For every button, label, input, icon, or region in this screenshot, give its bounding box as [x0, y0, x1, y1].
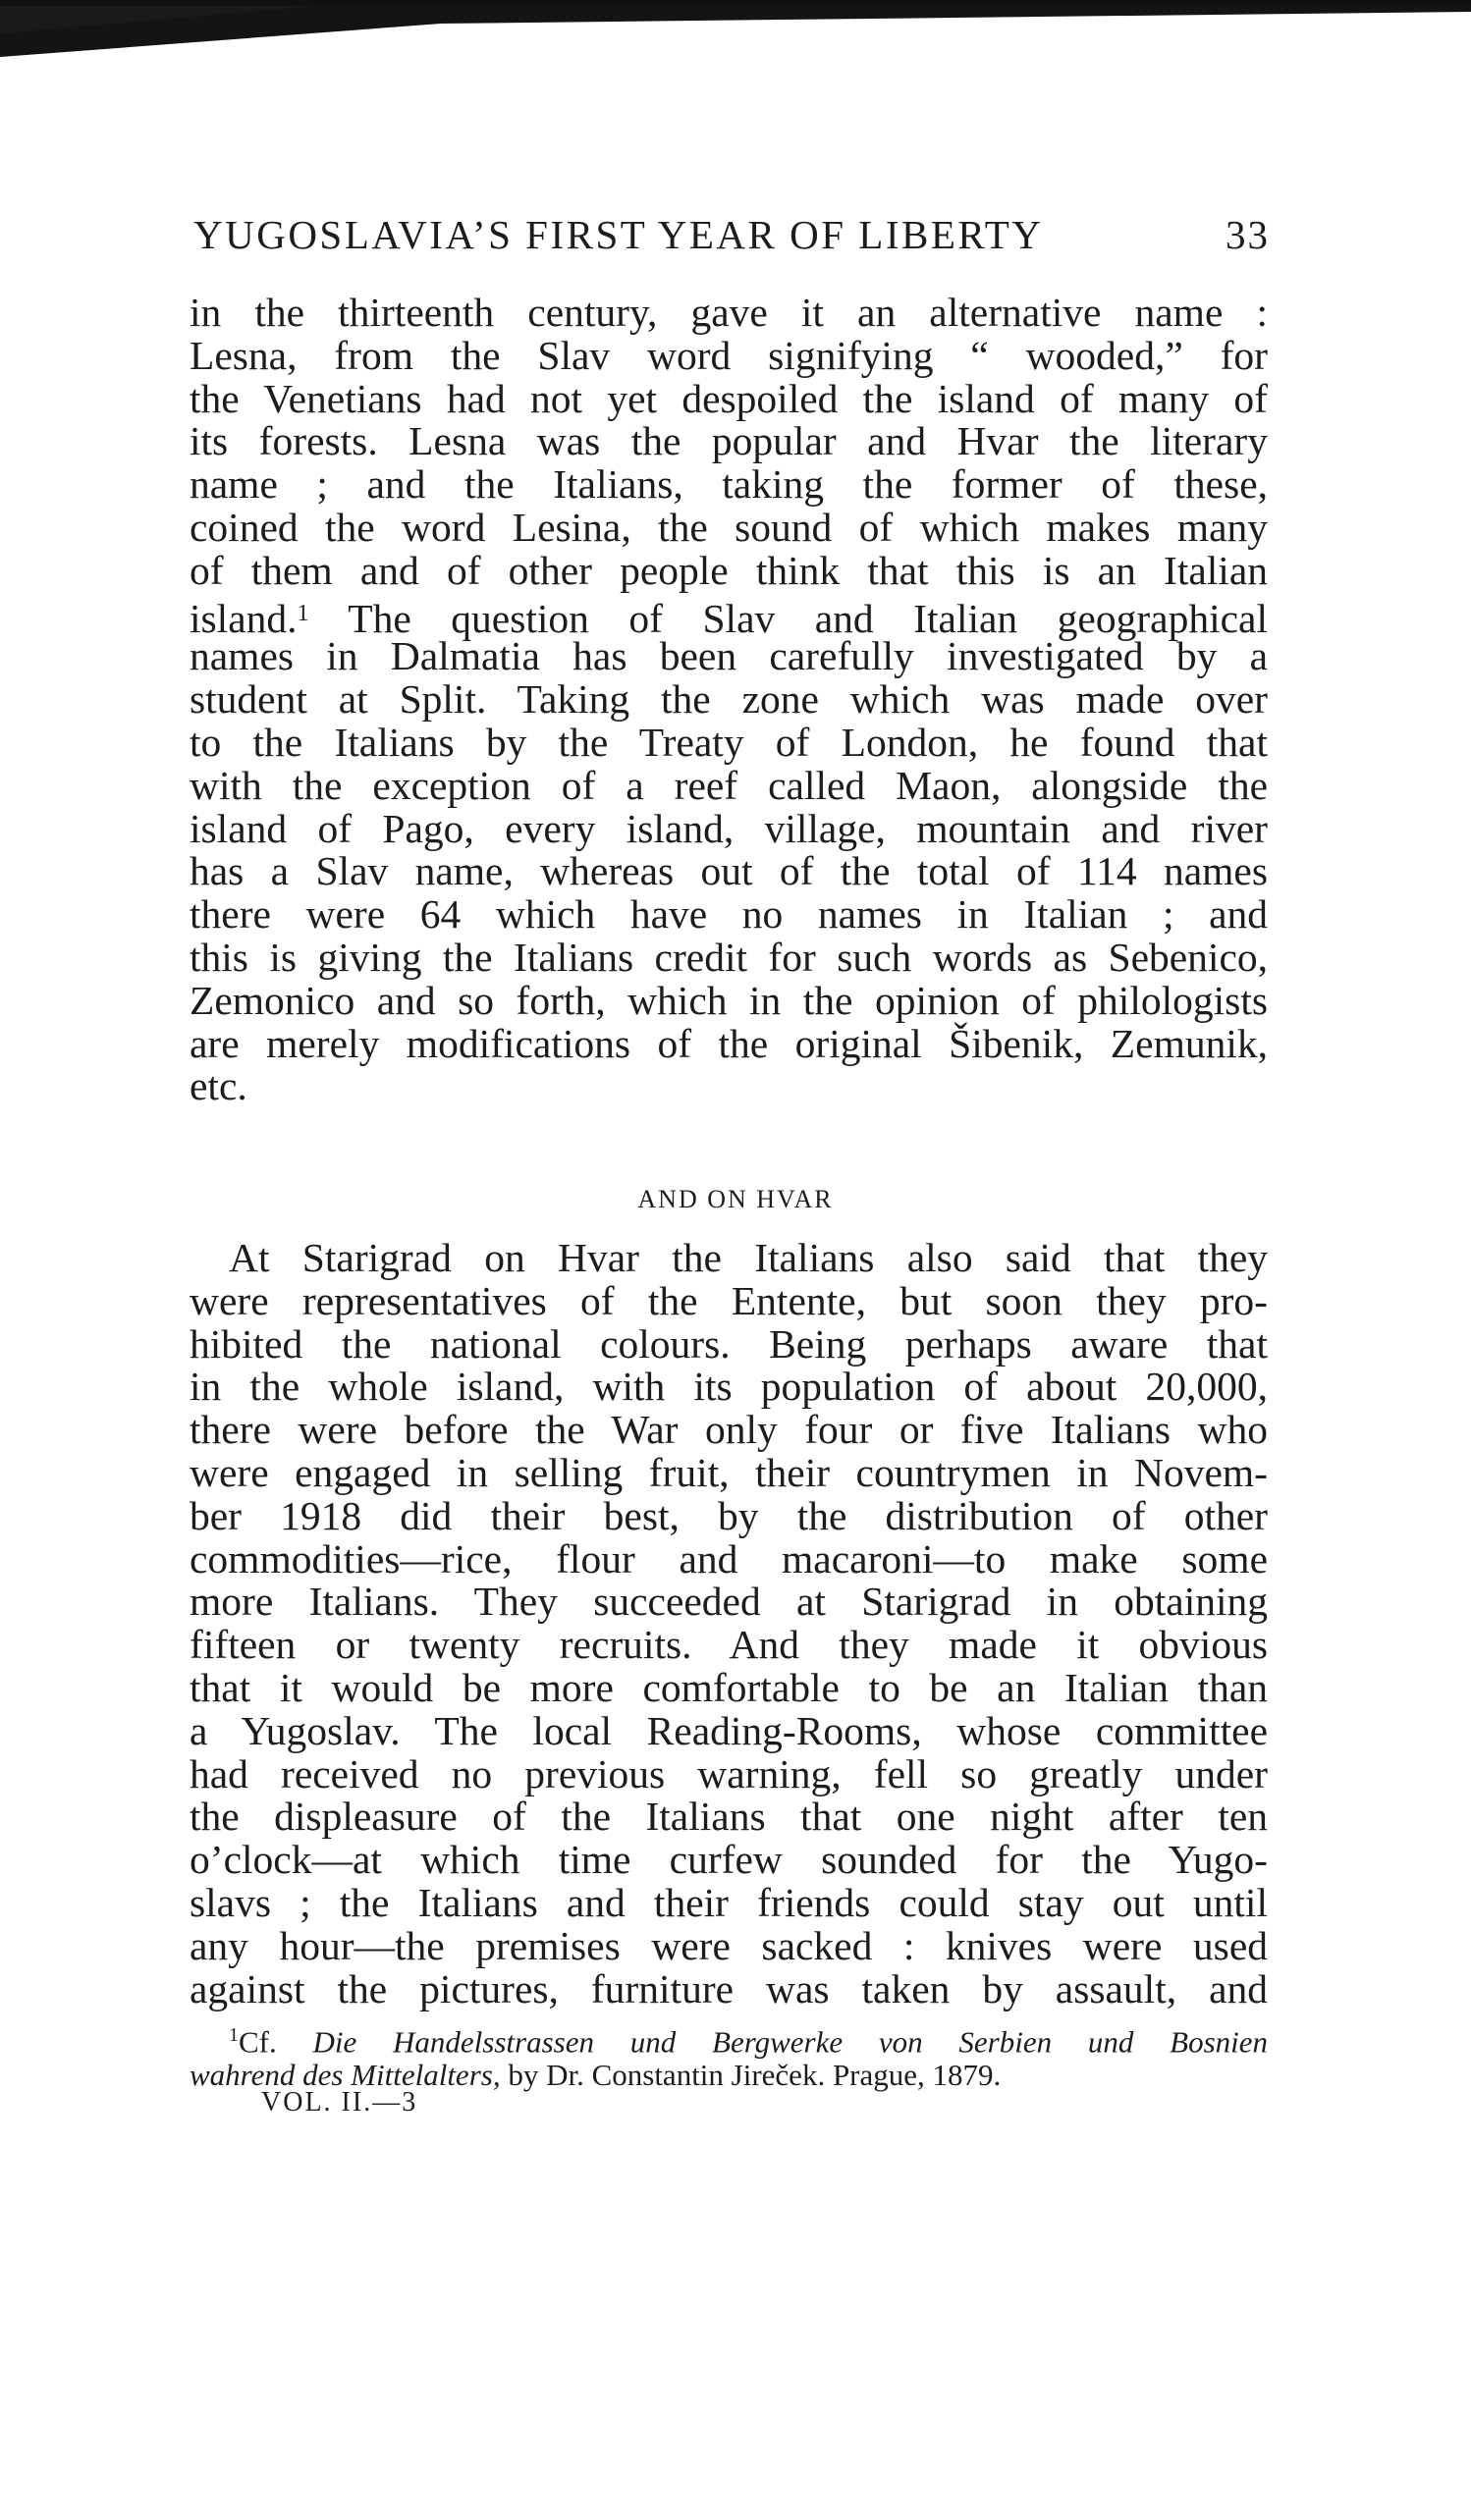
footnote-title-1: Die Handelsstrassen und Bergwerke von Serbien und Bosnien — [312, 2024, 1268, 2060]
text-line: o’clock—at which time curfew sounded for the Yugo- — [190, 1837, 1268, 1883]
running-header — [193, 211, 1270, 270]
text-line: that it would be more comfortable to be an Italian than — [190, 1664, 1268, 1710]
text-line: name ; and the Italians, taking the former of these, — [190, 461, 1268, 508]
scan-edge-bar — [0, 0, 1471, 59]
text-line: had received no previous warning, fell so greatly under — [190, 1750, 1268, 1796]
paragraph-2 — [190, 1237, 1268, 2011]
text-line: fifteen or twenty recruits. And they made it obvious — [190, 1622, 1268, 1668]
text-line: a Yugoslav. The local Reading-Rooms, whose committee — [190, 1707, 1268, 1753]
text-line-with-note — [190, 593, 1268, 641]
text-line: of them and of other people think that this is an Italian — [190, 547, 1268, 593]
text-line: Lesna, from the Slav word signifying “ wooded,” for — [190, 332, 1268, 378]
text-line: to the Italians by the Treaty of London, he found that — [190, 719, 1268, 765]
text-line: At Starigrad on Hvar the Italians also said that they — [229, 1235, 1268, 1280]
text-line: the Venetians had not yet despoiled the island of many of — [190, 375, 1268, 421]
text-line: commodities—rice, flour and macaroni—to make some — [190, 1535, 1268, 1582]
paragraph-1 — [190, 292, 1268, 1108]
footnote-ref: 1 — [297, 600, 309, 626]
text-line: coined the word Lesina, the sound of which makes many — [190, 504, 1268, 550]
text-line: slavs ; the Italians and their friends could stay out until — [190, 1879, 1268, 1925]
text-line: were engaged in selling fruit, their countrymen in Novem- — [190, 1449, 1268, 1495]
text-line: in the whole island, with its population of about 20,000, — [190, 1364, 1268, 1410]
footnote-marker: 1 — [229, 2024, 239, 2046]
text-line: with the exception of a reef called Maon, alongside the — [190, 762, 1268, 808]
running-title: YUGOSLAVIA’S FIRST YEAR OF LIBERTY — [193, 212, 1044, 257]
page-number: 33 — [1226, 212, 1270, 257]
text-line: in the thirteenth century, gave it an alternative name : — [190, 290, 1268, 335]
text-line: island of Pago, every island, village, mountain and river — [190, 805, 1268, 851]
footnote-rest: by Dr. Constantin Jireček. Prague, 1879. — [508, 2058, 1002, 2093]
footnote-prefix: Cf. — [239, 2024, 277, 2060]
text-line: names in Dalmatia has been carefully investigated by a — [190, 633, 1268, 679]
text-line: ber 1918 did their best, by the distribution of other — [190, 1492, 1268, 1538]
text-line: against the pictures, furniture was taken by assault, and — [190, 1965, 1268, 2011]
text-fragment: The question of Slav and Italian geographical — [348, 595, 1268, 641]
footnote-line-1 — [190, 2018, 1268, 2059]
text-line: were representatives of the Entente, but soon they pro- — [190, 1277, 1268, 1323]
text-fragment: island. — [190, 595, 298, 641]
section-heading: AND ON HVAR — [637, 1185, 834, 1213]
text-line: any hour—the premises were sacked : knives were used — [190, 1922, 1268, 1968]
text-line: its forests. Lesna was the popular and Hvar the literary — [190, 418, 1268, 464]
text-line: are merely modifications of the original Šibenik, Zemunik, — [190, 1020, 1268, 1066]
footnote — [190, 2018, 1268, 2092]
text-line: there were before the War only four or five Italians who — [190, 1407, 1268, 1453]
text-line: Zemonico and so forth, which in the opinion of philologists — [190, 977, 1268, 1023]
text-line: etc. — [190, 1063, 247, 1109]
footnote-title-2: wahrend des Mittelalters, — [190, 2058, 501, 2093]
text-line: this is giving the Italians credit for such words as Sebenico, — [190, 934, 1268, 980]
text-line: the displeasure of the Italians that one night after ten — [190, 1794, 1268, 1840]
signature-mark: VOL. II.—3 — [261, 2087, 418, 2118]
text-line: hibited the national colours. Being perhaps aware that — [190, 1320, 1268, 1367]
text-line: student at Split. Taking the zone which was made over — [190, 676, 1268, 723]
text-line: has a Slav name, whereas out of the total of 114 names — [190, 848, 1268, 894]
text-line: there were 64 which have no names in Italian ; and — [190, 891, 1268, 938]
text-line: more Italians. They succeeded at Starigrad in obtaining — [190, 1579, 1268, 1625]
